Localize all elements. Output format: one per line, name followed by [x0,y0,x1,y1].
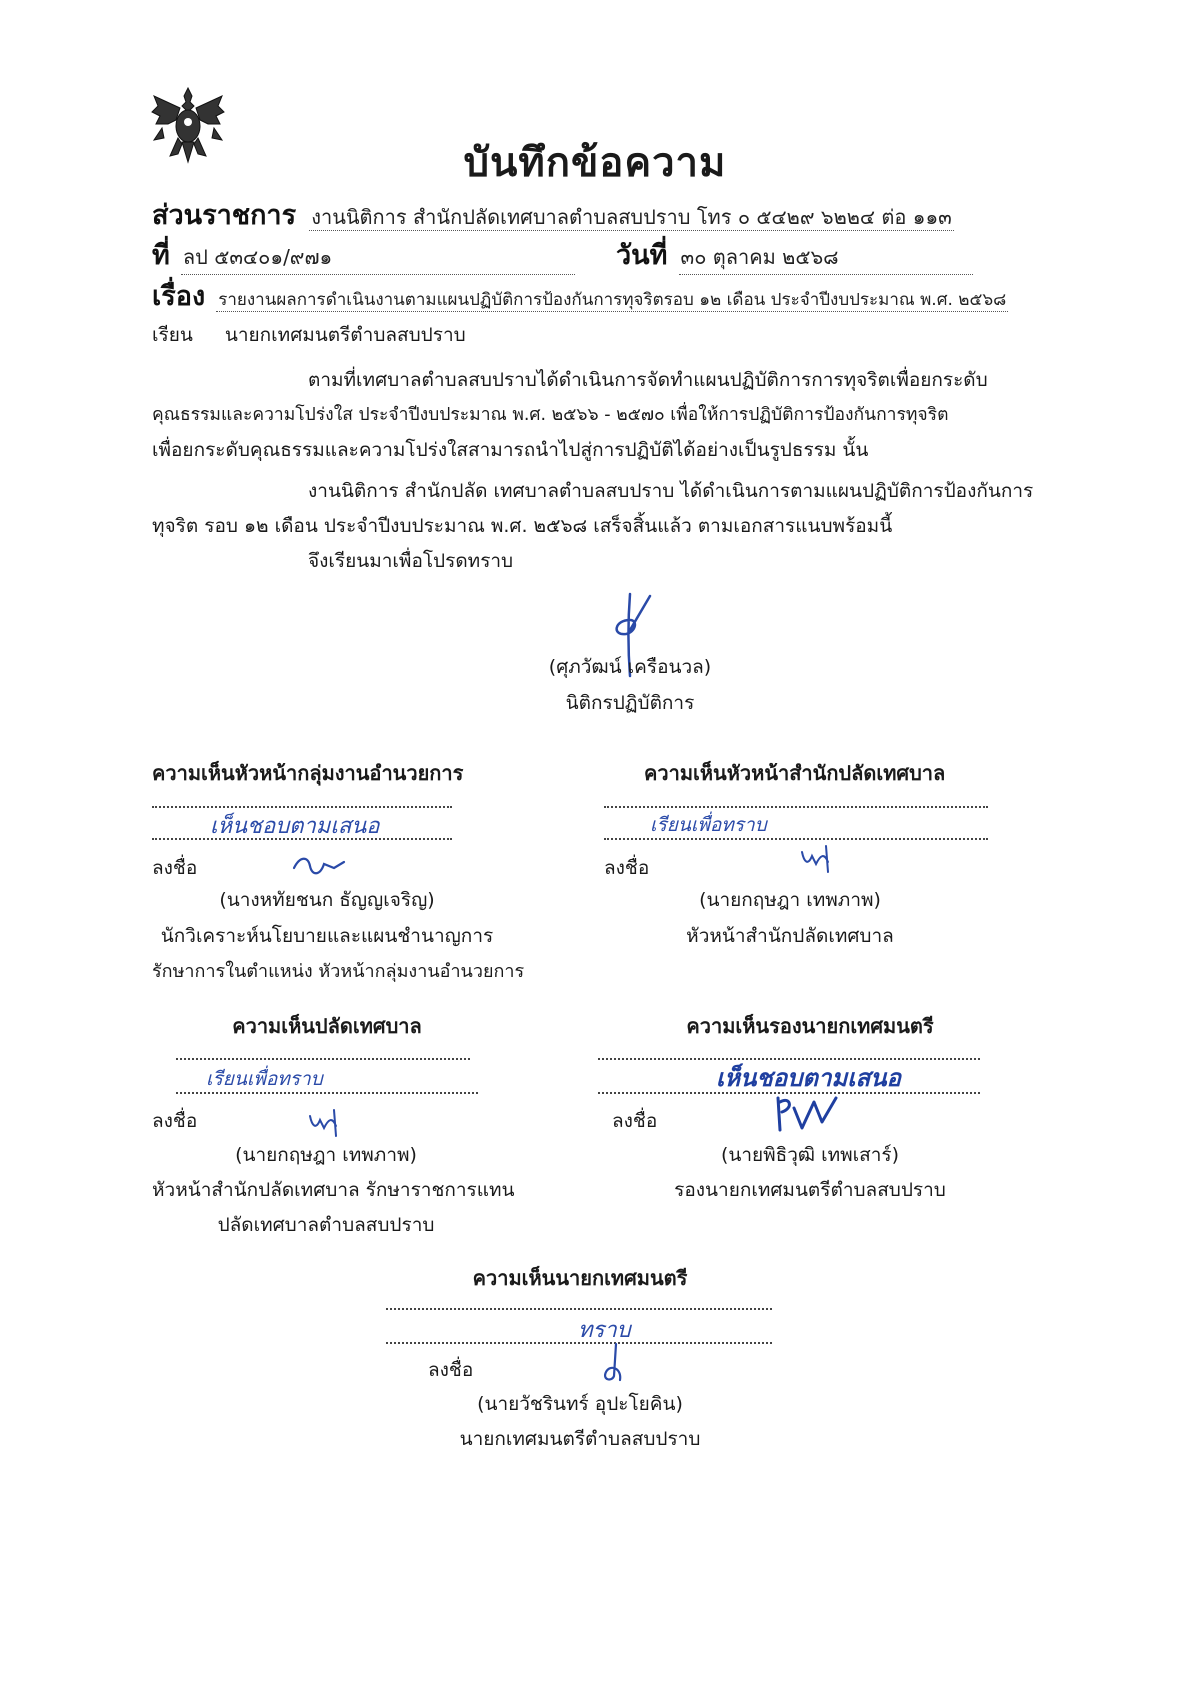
to-label: เรียน [152,324,193,346]
date-row [616,233,973,276]
office-head-comment: เรียนเพื่อทราบ [650,814,767,836]
admin-head-comment: เห็นชอบตามเสนอ [210,814,380,839]
department-label: ส่วนราชการ [152,200,297,231]
mayor-signature [592,1340,632,1384]
body-p1-line1: ตามที่เทศบาลตำบลสบปราบได้ดำเนินการจัดทำแผนปฏิบัติการการทุจริตเพื่อยกระดับ [308,369,988,391]
clerk-line1 [176,1058,470,1060]
department-row [152,193,954,236]
mayor-heading: ความเห็นนายกเทศมนตรี [472,1266,688,1290]
clerk-sign-label: ลงชื่อ [152,1110,198,1132]
mayor-comment: ทราบ [578,1318,631,1343]
office-head-heading: ความเห็นหัวหน้าสำนักปลัดเทศบาล [644,761,946,785]
office-head-signature [798,842,838,876]
deputy-mayor-comment: เห็นชอบตามเสนอ [716,1063,901,1092]
deputy-mayor-signature [770,1094,840,1134]
department-value: งานนิติการ สำนักปลัดเทศบาลตำบลสบปราบ โทร ๐ ๕๔๒๙ ๖๒๒๔ ต่อ ๑๑๓ [311,205,952,229]
memo-title: บันทึกข้อความ [463,140,727,186]
clerk-position1: หัวหน้าสำนักปลัดเทศบาล รักษาราชการแทน [152,1179,515,1201]
body-p1-line3: เพื่อยกระดับคุณธรรมและความโปร่งใสสามารถนำไปสู่การปฏิบัติได้อย่างเป็นรูปธรรม นั้น [152,439,869,461]
office-head-line1 [604,806,988,808]
number-value: ลป ๕๓๔๐๑/๙๗๑ [181,241,575,275]
deputy-mayor-name: (นายพิธิวุฒิ เทพเสาร์) [720,1144,900,1166]
mayor-line1 [386,1308,772,1310]
number-row [152,233,575,276]
office-head-position1: หัวหน้าสำนักปลัดเทศบาล [686,925,894,947]
subject-label: เรื่อง [152,281,206,312]
number-label: ที่ [152,240,170,271]
subject-row [152,274,1008,317]
date-label: วันที่ [616,240,668,271]
clerk-comment: เรียนเพื่อทราบ [206,1068,323,1090]
to-value: นายกเทศมนตรีตำบลสบปราบ [224,324,466,346]
deputy-mayor-heading: ความเห็นรองนายกเทศมนตรี [686,1014,934,1038]
clerk-name: (นายกฤษฎา เทพภาพ) [235,1144,417,1166]
deputy-mayor-sign-label: ลงชื่อ [612,1110,658,1132]
body-p1-line2: คุณธรรมและความโปร่งใส ประจำปีงบประมาณ พ.ศ. ๒๕๖๖ - ๒๕๗๐ เพื่อให้การปฏิบัติการป้องกันการทุจริต [152,405,949,425]
to-row [152,322,466,348]
admin-head-heading: ความเห็นหัวหน้ากลุ่มงานอำนวยการ [152,761,464,785]
office-head-name: (นายกฤษฎา เทพภาพ) [699,889,881,911]
mayor-name: (นายวัชรินทร์ อุปะโยคิน) [477,1393,683,1415]
admin-head-position2: รักษาการในตำแหน่ง หัวหน้ากลุ่มงานอำนวยการ [152,961,525,982]
admin-head-signature [290,852,350,882]
clerk-heading: ความเห็นปลัดเทศบาล [232,1014,422,1038]
admin-head-position1: นักวิเคราะห์นโยบายและแผนชำนาญการ [160,925,494,947]
mayor-sign-label: ลงชื่อ [428,1359,474,1381]
office-head-sign-label: ลงชื่อ [604,857,650,879]
subject-value: รายงานผลการดำเนินงานตามแผนปฏิบัติการป้องกันการทุจริตรอบ ๑๒ เดือน ประจำปีงบประมาณ พ.ศ. ๒๕๖๘ [218,290,1007,310]
body-p2-line2: ทุจริต รอบ ๑๒ เดือน ประจำปีงบประมาณ พ.ศ. ๒๕๖๘ เสร็จสิ้นแล้ว ตามเอกสารแนบพร้อมนี้ [152,515,893,537]
mayor-position1: นายกเทศมนตรีตำบลสบปราบ [459,1428,701,1450]
deputy-mayor-position1: รองนายกเทศมนตรีตำบลสบปราบ [674,1179,946,1201]
body-p3: จึงเรียนมาเพื่อโปรดทราบ [308,550,514,572]
date-value: ๓๐ ตุลาคม ๒๕๖๘ [679,241,973,275]
author-name: (ศุภวัฒน์ เครือนวล) [548,656,712,678]
admin-head-sign-label: ลงชื่อ [152,857,198,879]
body-p2-line1: งานนิติการ สำนักปลัด เทศบาลตำบลสบปราบ ได้ดำเนินการตามแผนปฏิบัติการป้องกันการ [308,480,1034,502]
clerk-signature [306,1106,346,1140]
clerk-position2: ปลัดเทศบาลตำบลสบปราบ [217,1214,435,1236]
admin-head-name: (นางหทัยชนก ธัญญเจริญ) [219,889,435,911]
author-position: นิติกรปฏิบัติการ [565,692,695,714]
